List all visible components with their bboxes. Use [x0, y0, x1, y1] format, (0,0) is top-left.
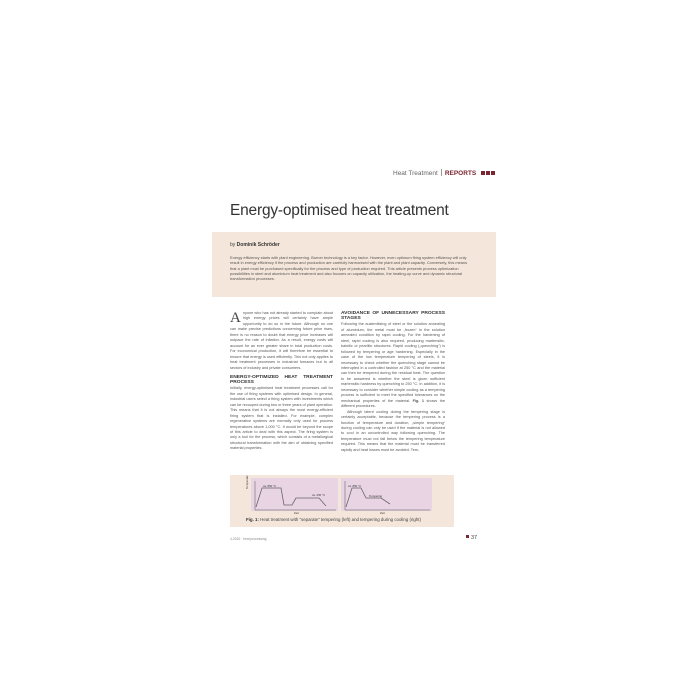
- byline-prefix: by: [230, 242, 236, 248]
- author-name: Dominik Schröder: [236, 242, 280, 248]
- right-x-label: Zeit: [380, 511, 385, 515]
- footer-page: [466, 535, 477, 541]
- figure-caption-text: Heat treatment with "separate" tempering (left) and tempering during cooling (right): [260, 517, 421, 522]
- avoidance-text-end: shows the different procedures.: [341, 398, 445, 409]
- section-heading-energy-optimized: ENERGY-OPTIMIZED HEAT TREATMENT PROCESS: [230, 374, 333, 386]
- byline: [230, 242, 280, 248]
- right-tag-tempering: Tempering: [369, 494, 383, 498]
- section-body-avoidance: [341, 322, 445, 409]
- header-section: REPORTS: [444, 170, 477, 177]
- figure-plot-right: [341, 478, 432, 511]
- figure-label: Fig. 1:: [246, 517, 259, 522]
- left-tag-low: ca. 250 °C: [312, 493, 326, 497]
- figure-reference: Fig. 1: [412, 398, 424, 403]
- header-divider: [441, 169, 442, 176]
- intro-text: nyone who has not already started to complain about high energy prices will certainly have ample opportunity to do so in the future. Although no one can make precise predictions concerning future price rises, there is no reason to doubt that energy price increases will outpace the rate of inflation. As a result, energy costs will account for an ever greater share in total production costs. For economical production, it will therefore be essential to ensure that energy is used efficiently. This not only applies to heat treatment processes in industrial furnaces but to all sectors of industry and private consumers.: [230, 311, 333, 370]
- section-heading-avoidance: AVOIDANCE OF UNNECESSARY PROCESS STAGES: [341, 311, 445, 322]
- section-body-continued: Although latent cooling during the tempering stage is certainly acceptable, because the tempering process is a function of temperature and duration, „simple tempering“ during cooling can only be used if the material is not allowed to cool in an uncontrolled way following quenching. The temperature must not fall below the tempering temperature required. This means that the material must be transferred rapidly and heat losses must be avoided. Tem-: [341, 409, 445, 452]
- page-number: 37: [471, 535, 478, 541]
- left-x-label: Zeit: [294, 511, 299, 515]
- drop-cap: A: [230, 310, 241, 326]
- abstract-text: Energy efficiency starts with plant engineering. Burner technology is a key factor. However, even optimum firing system efficiency will only result in energy efficiency if the process and production are carefully harmonised with the plant and plant capacity. Conversely, this means that a plant must be purchased specifically for the process and type of production required. This article presents process optimization possibilities in steel and aluminium heat treatment and also focuses on capacity utilization, the heating-up curve and dynamic structural transformation processes.: [230, 255, 468, 282]
- avoidance-text: Following the austenitizing of steel or the solution annealing of aluminium, the metal must be „frozen“ in the solution annealed condition by rapid cooling. For the hardening of steel, rapid cooling is also required, producing martensitic, bainitic or pearlitic structures. Rapid cooling („quenching“) is followed by tempering or age hardening. Especially in the case of the low temperature tempering of steels, it is necessary to check whether the quenching stage cannot be interrupted in a controlled fashion at 250 °C and the material can then be tempered during the residual heat. The question to be answered is whether the steel is given sufficient martensitic hardness by quenching to 250 °C. In addition, it is necessary to consider whether simple cooling as a tempering process is sufficient to meet the specified tolerances on the mechanical properties of the material.: [341, 322, 445, 403]
- article-title: Energy-optimised heat treatment: [230, 202, 449, 219]
- right-tag-high: ca. 850 °C: [348, 484, 362, 488]
- section-body-energy-optimized: Initially, energy-optimised heat treatment processes call for the use of firing systems with optimised design. In general, industrial users select a firing system with investments which can be recouped during two or three years of plant operation. This means that it is not always the most energy-efficient firing system that is installed. For example, complex regenerative systems are normally only used for process temperatures above 1,000 °C. It would be beyond the scope of this article to deal with this aspect. The firing system is only a tool for the process, which consists of a metallurgical structural transformation with the aim of obtaining specified material properties.: [230, 386, 333, 451]
- footer-issue: 4-2010 · heat processing: [230, 537, 267, 541]
- running-header: [393, 169, 495, 177]
- left-tag-high: ca. 850 °C: [263, 484, 277, 488]
- left-y-label: Temperatur: [245, 474, 249, 489]
- body-column-right: [341, 311, 445, 453]
- header-squares-icon: [480, 170, 495, 177]
- page-marker-icon: [466, 535, 469, 538]
- header-category: Heat Treatment: [393, 170, 438, 177]
- body-column-left: [230, 311, 333, 452]
- intro-paragraph: [230, 311, 333, 371]
- figure-caption: [246, 517, 421, 522]
